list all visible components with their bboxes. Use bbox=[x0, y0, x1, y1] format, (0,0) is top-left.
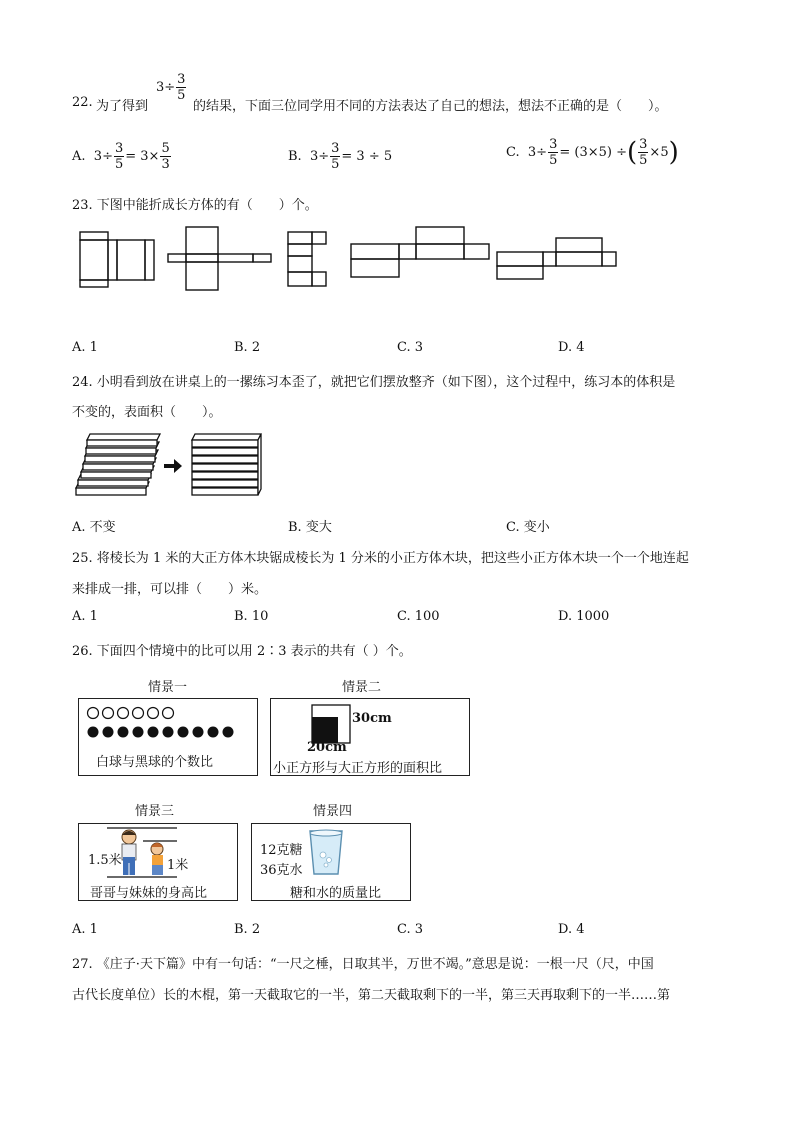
q23-option-a[interactable]: A. 1 bbox=[72, 340, 98, 355]
scene-1-title: 情景一 bbox=[148, 680, 188, 695]
q26-option-d[interactable]: D. 4 bbox=[558, 922, 585, 937]
q25-option-a[interactable]: A. 1 bbox=[72, 609, 98, 624]
neat-stack bbox=[192, 434, 261, 495]
q22-text-pre: 为了得到 bbox=[96, 99, 149, 114]
net-3 bbox=[288, 232, 326, 286]
scene-3-small-label: 1米 bbox=[167, 858, 189, 873]
net-5 bbox=[497, 238, 616, 279]
net-1 bbox=[80, 232, 154, 287]
scene-2-small-label: 20cm bbox=[307, 740, 347, 755]
glass-of-water-icon bbox=[306, 828, 346, 878]
q27-text-line2: 古代长度单位）长的木棍，第一天截取它的一半，第二天截取剩下的一半，第三天再取剩下的一半……第 bbox=[72, 988, 671, 1003]
q22-number: 22. bbox=[72, 95, 93, 110]
q22-fraction: $\frac{3}{5}$ bbox=[177, 72, 186, 103]
q24-option-b[interactable]: B. 变大 bbox=[288, 520, 332, 535]
q24-option-c[interactable]: C. 变小 bbox=[506, 520, 550, 535]
q26-option-a[interactable]: A. 1 bbox=[72, 922, 98, 937]
q22-expression bbox=[156, 73, 187, 102]
q27-text-line1: 27. 《庄子·天下篇》中有一句话：“一尺之棰，日取其半，万世不竭。”意思是说：一根一尺（尺，中国 bbox=[72, 957, 654, 972]
q26-text: 26. 下面四个情境中的比可以用 2∶3 表示的共有（ ）个。 bbox=[72, 644, 412, 659]
q23-option-b[interactable]: B. 2 bbox=[234, 340, 261, 355]
net-2 bbox=[168, 227, 271, 290]
scene-1-box bbox=[78, 698, 258, 776]
q26-option-c[interactable]: C. 3 bbox=[397, 922, 424, 937]
q24-option-a[interactable]: A. 不变 bbox=[72, 520, 116, 535]
scene-4-title: 情景四 bbox=[313, 804, 353, 819]
scene-3-caption: 哥哥与妹妹的身高比 bbox=[90, 886, 208, 901]
q25-option-d[interactable]: D. 1000 bbox=[558, 609, 610, 624]
q25-text-line1: 25. 将棱长为 1 米的大正方体木块锯成棱长为 1 分米的小正方体木块，把这些小正方体木块一个一个地连起 bbox=[72, 551, 689, 566]
scene-1-caption: 白球与黑球的个数比 bbox=[96, 755, 214, 770]
q26-option-b[interactable]: B. 2 bbox=[234, 922, 261, 937]
q23-nets-figure bbox=[72, 222, 632, 294]
q25-text-line2: 来排成一排，可以排（ ）米。 bbox=[72, 582, 268, 597]
q24-text-line1: 24. 小明看到放在讲桌上的一摞练习本歪了，就把它们摆放整齐（如下图），这个过程中，练习本的体积是 bbox=[72, 375, 676, 390]
scene-3-big-label: 1.5米 bbox=[88, 853, 122, 868]
scene-4-sugar-label: 12克糖 bbox=[260, 843, 303, 858]
q23-option-c[interactable]: C. 3 bbox=[397, 340, 424, 355]
net-4 bbox=[351, 227, 489, 277]
scene-2-caption: 小正方形与大正方形的面积比 bbox=[273, 761, 443, 776]
scene-2-box bbox=[270, 698, 470, 776]
scene-4-box bbox=[251, 823, 411, 901]
q22-text-post: 的结果，下面三位同学用不同的方法表达了自己的想法，想法不正确的是（ ）。 bbox=[193, 99, 668, 114]
scene-3-title: 情景三 bbox=[135, 804, 175, 819]
messy-stack bbox=[76, 434, 160, 495]
q23-text: 23. 下图中能折成长方体的有（ ）个。 bbox=[72, 198, 318, 213]
q24-text-line2: 不变的，表面积（ ）。 bbox=[72, 405, 222, 420]
scene-3-box bbox=[78, 823, 238, 901]
q22-option-c[interactable]: C. 3÷ $\frac{3}{5}$ = (3×5) ÷( $\frac{3}{5}$ ×5) bbox=[506, 137, 679, 168]
q24-notebook-stacks-figure bbox=[72, 428, 272, 500]
scene-2-title: 情景二 bbox=[342, 680, 382, 695]
scene-4-water-label: 36克水 bbox=[260, 863, 303, 878]
q25-option-c[interactable]: C. 100 bbox=[397, 609, 440, 624]
scene-2-big-label: 30cm bbox=[352, 711, 392, 726]
q25-option-b[interactable]: B. 10 bbox=[234, 609, 269, 624]
q22-option-b[interactable]: B. 3÷ $\frac{3}{5}$ = 3 ÷ 5 bbox=[288, 141, 393, 172]
scene-4-caption: 糖和水的质量比 bbox=[290, 886, 382, 901]
balls-icon bbox=[83, 703, 259, 743]
q22-option-a[interactable]: A. 3÷ $\frac{3}{5}$ = 3× $\frac{5}{3}$ bbox=[72, 141, 170, 172]
right-arrow-icon bbox=[164, 459, 182, 473]
q23-option-d[interactable]: D. 4 bbox=[558, 340, 585, 355]
q22-expr-dividend: 3÷ bbox=[156, 80, 176, 95]
